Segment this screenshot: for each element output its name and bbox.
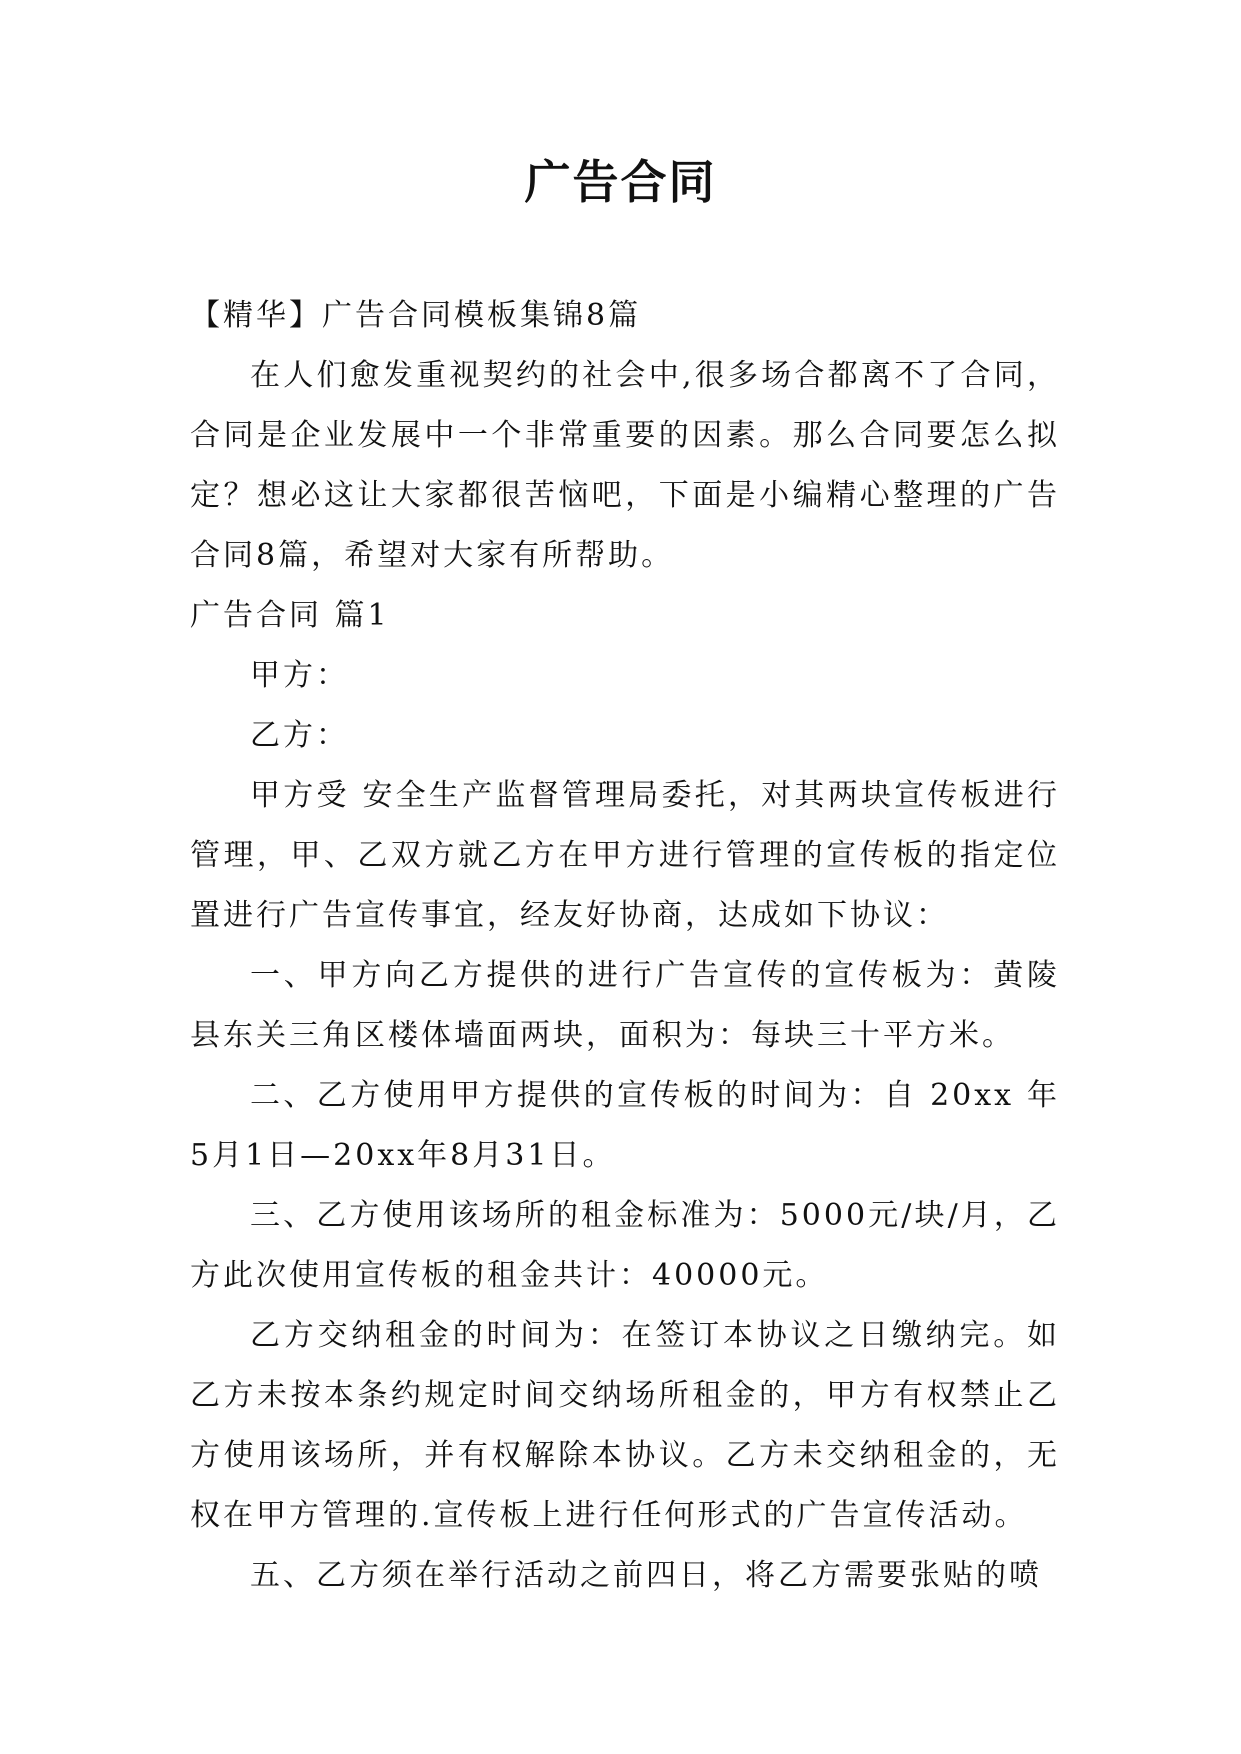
clause-1: 一、甲方向乙方提供的进行广告宣传的宣传板为：黄陵县东关三角区楼体墙面两块，面积为：每块三十平方米。 [190,958,1060,1053]
document-subtitle: 【精华】广告合同模板集锦8篇 [190,298,642,333]
document-body [190,286,1060,1606]
party-a-line: 甲方： [250,658,349,693]
section-heading: 广告合同 篇1 [190,598,390,633]
clause-5: 五、乙方须在举行活动之前四日，将乙方需要张贴的喷 [250,1558,1042,1593]
party-b-line: 乙方： [250,718,349,753]
preamble-paragraph: 甲方受 安全生产监督管理局委托，对其两块宣传板进行管理，甲、乙双方就乙方在甲方进行管理的宣传板的指定位置进行广告宣传事宜，经友好协商，达成如下协议： [190,778,1060,933]
payment-paragraph: 乙方交纳租金的时间为：在签订本协议之日缴纳完。如乙方未按本条约规定时间交纳场所租金的，甲方有权禁止乙方使用该场所，并有权解除本协议。乙方未交纳租金的，无权在甲方管理的.宣传板上进行任何形式的广告宣传活动。 [190,1318,1060,1533]
intro-paragraph: 在人们愈发重视契约的社会中,很多场合都离不了合同，合同是企业发展中一个非常重要的因素。那么合同要怎么拟定？想必这让大家都很苦恼吧，下面是小编精心整理的广告合同8篇，希望对大家有所帮助。 [190,358,1060,573]
page-title: 广告合同 [524,155,717,209]
clause-2: 二、乙方使用甲方提供的宣传板的时间为：自 20xx 年5月1日—20xx年8月31日。 [190,1078,1060,1173]
clause-3: 三、乙方使用该场所的租金标准为：5000元/块/月，乙方此次使用宣传板的租金共计：40000元。 [190,1198,1060,1293]
